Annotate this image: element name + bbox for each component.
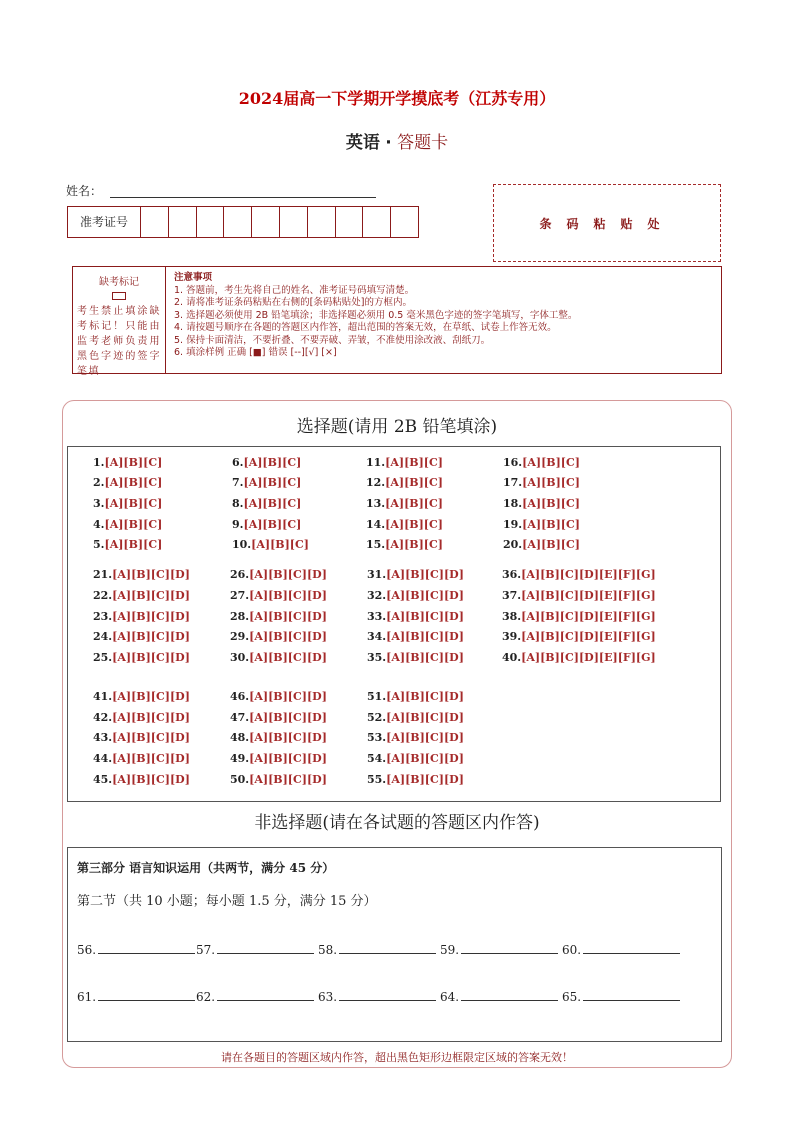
option-bubbles[interactable]: [A][B][C] [251,538,309,551]
blank-line[interactable] [217,943,314,954]
question-number: 26. [230,568,250,581]
blank-number: 62. [196,990,216,1004]
blank-line[interactable] [461,943,558,954]
option-bubbles[interactable]: [A][B][C] [243,456,302,469]
option-bubbles[interactable]: [A][B][C] [385,476,443,489]
question-number: 46. [230,690,250,703]
option-bubbles[interactable]: [A][B][C][D] [386,752,464,765]
mc-question[interactable] [230,589,327,602]
mc-question[interactable] [503,538,580,551]
blank-number: 56. [77,943,97,957]
mc-question[interactable] [502,610,656,623]
question-number: 31. [367,568,387,581]
mc-question[interactable] [93,651,190,664]
option-bubbles[interactable]: [A][B][C][D] [249,690,327,703]
question-number: 44. [93,752,113,765]
option-bubbles[interactable]: [A][B][C][D][E][F][G] [521,651,656,664]
mc-question[interactable] [93,752,190,765]
blank-answer[interactable] [318,990,436,1004]
instructions-panel [166,267,721,373]
blank-answer[interactable] [196,990,314,1004]
blank-line[interactable] [583,943,680,954]
mc-question[interactable] [367,690,464,703]
question-number: 33. [367,610,387,623]
option-bubbles[interactable]: [A][B][C][D] [386,589,464,602]
mc-question[interactable] [230,610,327,623]
mc-question[interactable] [367,568,464,581]
question-number: 54. [367,752,387,765]
option-bubbles[interactable]: [A][B][C][D] [112,589,190,602]
question-number: 4. [93,518,105,531]
option-bubbles[interactable]: [A][B][C][D] [249,610,327,623]
instruction-item: 1. 答题前，考生先将自己的姓名、准考证号码填写清楚。 [174,284,415,296]
option-bubbles[interactable]: [A][B][C] [522,497,580,510]
blank-number: 59. [440,943,460,957]
mc-question[interactable] [93,497,162,510]
instructions-heading: 注意事项 [174,272,213,283]
question-number: 49. [230,752,250,765]
question-number: 27. [230,589,250,602]
option-bubbles[interactable]: [A][B][C][D] [249,711,327,724]
question-number: 43. [93,731,113,744]
option-bubbles[interactable]: [A][B][C][D] [249,651,327,664]
notice-box [72,266,722,377]
mc-question[interactable] [93,589,190,602]
blank-line[interactable] [583,990,680,1001]
option-bubbles[interactable]: [A][B][C] [104,476,163,489]
question-number: 19. [503,518,523,531]
blank-line[interactable] [217,990,314,1001]
option-bubbles[interactable]: [A][B][C][D] [386,711,464,724]
blank-answer[interactable] [440,990,558,1004]
barcode-label: 条码粘贴处 [539,216,675,231]
question-number: 53. [367,731,387,744]
question-number: 3. [93,497,105,510]
card-label: 答题卡 [397,133,449,153]
question-number: 38. [502,610,522,623]
option-bubbles[interactable]: [A][B][C] [104,456,163,469]
option-bubbles[interactable]: [A][B][C][D] [112,690,190,703]
exam-id-cell[interactable] [197,207,225,237]
mc-question[interactable] [366,538,443,551]
mc-question[interactable] [367,630,464,643]
option-bubbles[interactable]: [A][B][C][D] [249,731,327,744]
mc-question[interactable] [503,476,580,489]
option-bubbles[interactable]: [A][B][C][D][E][F][G] [521,568,656,581]
blank-number: 63. [318,990,338,1004]
option-bubbles[interactable]: [A][B][C] [385,518,443,531]
option-bubbles[interactable]: [A][B][C] [243,497,302,510]
mc-question[interactable] [367,711,464,724]
blank-answer[interactable] [562,990,680,1004]
absent-text: 考生禁止填涂缺考标记！只能由监考老师负责用黑色字迹的签字笔填 [77,306,161,377]
absent-checkbox[interactable] [112,292,126,300]
option-bubbles[interactable]: [A][B][C] [104,538,163,551]
mc-question[interactable] [232,476,301,489]
name-label: 姓名： [66,184,103,198]
option-bubbles[interactable]: [A][B][C][D] [249,752,327,765]
option-bubbles[interactable]: [A][B][C][D] [112,752,190,765]
exam-id-cell[interactable] [363,207,391,237]
card-subtitle [0,128,794,153]
option-bubbles[interactable]: [A][B][C][D] [249,568,327,581]
question-number: 51. [367,690,387,703]
absent-mark-panel [73,267,166,377]
option-bubbles[interactable]: [A][B][C][D] [386,651,464,664]
question-number: 24. [93,630,113,643]
question-number: 12. [366,476,386,489]
question-number: 42. [93,711,113,724]
blank-answer[interactable] [440,943,558,957]
question-number: 25. [93,651,113,664]
question-number: 11. [366,456,386,469]
option-bubbles[interactable]: [A][B][C] [104,518,163,531]
mc-question[interactable] [366,518,443,531]
exam-id-cell[interactable] [224,207,252,237]
blank-answer[interactable] [562,943,680,957]
option-bubbles[interactable]: [A][B][C][D] [249,773,327,786]
option-bubbles[interactable]: [A][B][C][D] [112,610,190,623]
blank-number: 58. [318,943,338,957]
question-number: 35. [367,651,387,664]
blank-answer[interactable] [196,943,314,957]
blank-answer[interactable] [77,943,195,957]
option-bubbles[interactable]: [A][B][C][D] [386,610,464,623]
mc-question[interactable] [230,630,327,643]
absent-title: 缺考标记 [99,277,139,288]
mc-question[interactable] [367,731,464,744]
mc-question[interactable] [367,610,464,623]
option-bubbles[interactable]: [A][B][C][D][E][F][G] [521,589,656,602]
question-number: 29. [230,630,250,643]
instruction-item: 5. 保持卡面清洁，不要折叠、不要弄破、弄皱，不准使用涂改液、刮纸刀。 [174,334,491,346]
mc-question[interactable] [93,630,190,643]
name-field[interactable] [110,197,376,198]
option-bubbles[interactable]: [A][B][C] [522,476,580,489]
question-number: 47. [230,711,250,724]
separator: · [385,133,392,153]
exam-id-cell[interactable] [391,207,418,237]
blank-number: 57. [196,943,216,957]
option-bubbles[interactable]: [A][B][C] [522,456,580,469]
instruction-item: 6. 填涂样例 正确 [■] 错误 [--][√] [×] [174,347,337,358]
option-bubbles[interactable]: [A][B][C][D] [386,773,464,786]
blank-line[interactable] [339,943,436,954]
section-heading: 第二节（共 10 小题；每小题 1.5 分，满分 15 分） [77,894,377,909]
exam-id-cell[interactable] [308,207,336,237]
mc-question[interactable] [502,568,656,581]
mc-question[interactable] [230,568,327,581]
question-number: 21. [93,568,113,581]
option-bubbles[interactable]: [A][B][C] [522,538,580,551]
mc-question[interactable] [503,497,580,510]
instruction-item: 2. 请将准考证条码粘贴在右侧的[条码粘贴处]的方框内。 [174,297,412,308]
barcode-area [493,184,721,262]
mc-question[interactable] [230,752,327,765]
question-number: 41. [93,690,113,703]
option-bubbles[interactable]: [A][B][C] [522,518,580,531]
mc-question[interactable] [366,456,443,469]
exam-id-label: 准考证号 [68,207,141,237]
question-number: 18. [503,497,523,510]
mc-question[interactable] [367,752,464,765]
option-bubbles[interactable]: [A][B][C] [104,497,163,510]
mc-question[interactable] [230,711,327,724]
question-number: 6. [232,456,244,469]
exam-id-cell[interactable] [336,207,364,237]
mc-question[interactable] [232,518,301,531]
blank-line[interactable] [339,990,436,1001]
mc-question[interactable] [93,610,190,623]
question-number: 50. [230,773,250,786]
mc-question[interactable] [232,497,301,510]
mc-question[interactable] [366,497,443,510]
question-number: 10. [232,538,252,551]
option-bubbles[interactable]: [A][B][C][D] [386,731,464,744]
mc-question[interactable] [230,690,327,703]
question-number: 45. [93,773,113,786]
question-number: 34. [367,630,387,643]
blank-number: 64. [440,990,460,1004]
option-bubbles[interactable]: [A][B][C][D] [386,690,464,703]
question-number: 28. [230,610,250,623]
question-number: 55. [367,773,387,786]
blank-number: 60. [562,943,582,957]
mc-question[interactable] [232,538,309,551]
question-number: 32. [367,589,387,602]
blank-answer[interactable] [318,943,436,957]
question-number: 37. [502,589,522,602]
exam-title: 2024届高一下学期开学摸底考（江苏专用） [238,89,556,108]
question-number: 39. [502,630,522,643]
question-number: 7. [232,476,244,489]
question-number: 17. [503,476,523,489]
mc-question[interactable] [230,651,327,664]
option-bubbles[interactable]: [A][B][C][D] [112,773,190,786]
option-bubbles[interactable]: [A][B][C] [385,456,443,469]
question-number: 2. [93,476,105,489]
option-bubbles[interactable]: [A][B][C][D] [112,630,190,643]
option-bubbles[interactable]: [A][B][C] [243,476,302,489]
nc-section-title: 非选择题(请在各试题的答题区内作答) [254,813,540,833]
mc-question[interactable] [93,690,190,703]
blank-line[interactable] [98,990,195,1001]
option-bubbles[interactable]: [A][B][C][D] [249,589,327,602]
mc-section-title: 选择题(请用 2B 铅笔填涂) [296,417,498,437]
mc-question[interactable] [232,456,301,469]
option-bubbles[interactable]: [A][B][C][D] [386,568,464,581]
option-bubbles[interactable]: [A][B][C] [243,518,302,531]
exam-id-cell[interactable] [280,207,308,237]
question-number: 14. [366,518,386,531]
option-bubbles[interactable]: [A][B][C][D] [112,731,190,744]
mc-question[interactable] [93,568,190,581]
mc-question[interactable] [230,731,327,744]
exam-id-cell[interactable] [169,207,197,237]
question-number: 16. [503,456,523,469]
instruction-item: 3. 选择题必须使用 2B 铅笔填涂；非选择题必须用 0.5 毫米黑色字迹的签字笔填写，字体工整。 [174,309,578,321]
mc-question[interactable] [502,589,656,602]
mc-question[interactable] [367,651,464,664]
option-bubbles[interactable]: [A][B][C][D][E][F][G] [521,610,656,623]
blank-number: 61. [77,990,97,1004]
mc-question[interactable] [503,518,580,531]
question-number: 15. [366,538,386,551]
exam-id-cell[interactable] [252,207,280,237]
mc-question[interactable] [367,773,464,786]
mc-question[interactable] [502,630,656,643]
mc-question[interactable] [93,538,162,551]
question-number: 8. [232,497,244,510]
mc-question[interactable] [502,651,656,664]
mc-question[interactable] [93,518,162,531]
option-bubbles[interactable]: [A][B][C] [385,497,443,510]
question-number: 5. [93,538,105,551]
question-number: 52. [367,711,387,724]
mc-question[interactable] [503,456,580,469]
blank-line[interactable] [98,943,195,954]
option-bubbles[interactable]: [A][B][C][D] [112,651,190,664]
blank-line[interactable] [461,990,558,1001]
question-number: 9. [232,518,244,531]
exam-id-box [67,206,419,238]
question-number: 48. [230,731,250,744]
instruction-item: 4. 请按题号顺序在各题的答题区内作答，超出范围的答案无效，在草纸、试卷上作答无效。 [174,322,557,333]
blank-number: 65. [562,990,582,1004]
mc-question[interactable] [93,456,162,469]
mc-question[interactable] [93,773,190,786]
exam-id-cell[interactable] [141,207,169,237]
option-bubbles[interactable]: [A][B][C][D] [249,630,327,643]
mc-question[interactable] [93,731,190,744]
option-bubbles[interactable]: [A][B][C] [385,538,443,551]
mc-question[interactable] [93,711,190,724]
part-heading: 第三部分 语言知识运用（共两节，满分 45 分） [77,861,335,875]
mc-question[interactable] [366,476,443,489]
question-number: 40. [502,651,522,664]
question-number: 23. [93,610,113,623]
question-number: 1. [93,456,105,469]
option-bubbles[interactable]: [A][B][C][D] [112,711,190,724]
option-bubbles[interactable]: [A][B][C][D][E][F][G] [521,630,656,643]
footer-warning: 请在各题目的答题区域内作答，超出黑色矩形边框限定区域的答案无效！ [221,1051,573,1064]
question-number: 13. [366,497,386,510]
option-bubbles[interactable]: [A][B][C][D] [386,630,464,643]
mc-question[interactable] [93,476,162,489]
mc-question[interactable] [230,773,327,786]
blank-answer[interactable] [77,990,195,1004]
question-number: 20. [503,538,523,551]
question-number: 36. [502,568,522,581]
subject: 英语 [345,133,380,153]
question-number: 22. [93,589,113,602]
option-bubbles[interactable]: [A][B][C][D] [112,568,190,581]
mc-question[interactable] [367,589,464,602]
question-number: 30. [230,651,250,664]
